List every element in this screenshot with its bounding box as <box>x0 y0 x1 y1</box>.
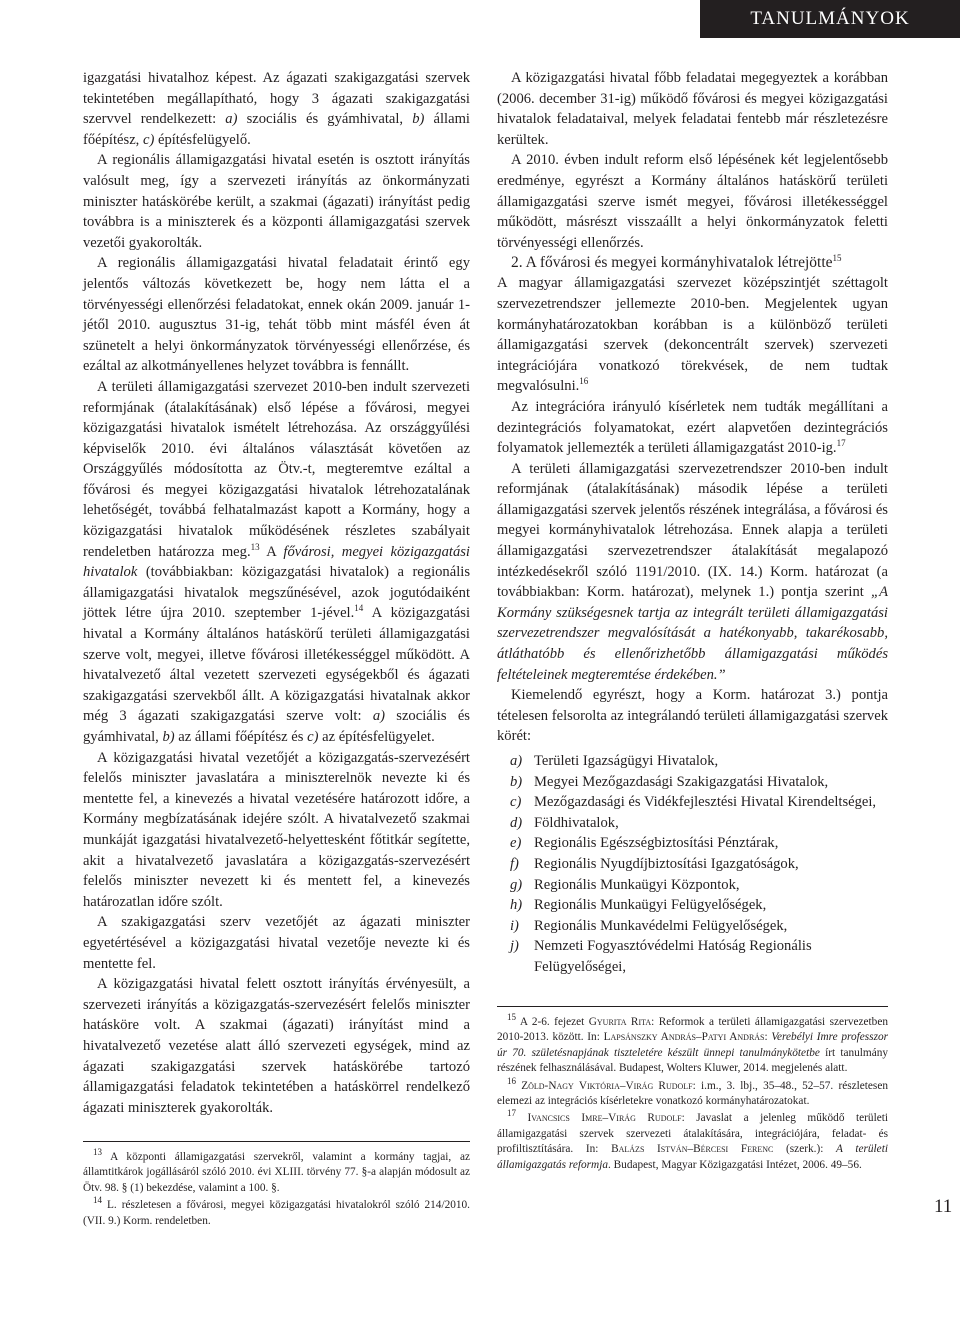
paragraph: A közigazgatási hivatal vezetőjét a közigazgatás-szervezésért felelős miniszter javaslatára a miniszterelnök nevezte ki és mentette fel, a kinevezés a hivatal vezetésére határozott időre, a Kormány megbízatásának idejére szólt. A hivatalvezető szakmai munkáját igazgatási hivatalvezető-helyettesként főtitkár segítette, akit a hivatalvezető javaslatára a közigazgatás-szervezésért felelős miniszter nevezett ki és mentett fel, a kinevezés határozatlan időre szólt. <box>83 749 470 910</box>
list-item: b) Megyei Mezőgazdasági Szakigazgatási Hivatalok, <box>510 773 829 790</box>
paragraph: A regionális államigazgatási hivatal esetén is osztott irányítás valósult meg, így a szervezeti irányítás az önkormányzati miniszter hatáskörébe került, a szakmai (ágazati) irányítást pedig továbbra is a miniszterek és a központi államigazgatási szervek vezetői gyakorolták. <box>83 152 470 251</box>
paragraph: A szakigazgatási szerv vezetőjét az ágazati miniszter egyetértésével a közigazgatási hivatal vezetője nevezte ki és mentette fel. <box>83 914 470 972</box>
paragraph: A magyar államigazgatási szervezet középszintjét széttagolt szervezetrendszer jellemezte 2010-ben. Megjelentek ugyan kormányhatározatokban korábban is a különböző területi államigazgatási szervek (dekoncentrált szervek) szervezeti integrációjára vonatkozó törekvések, de nem tudtak megvalósulni.$^{16}$ <box>497 275 888 395</box>
left-column <box>83 68 470 1118</box>
section-title: TANULMÁNYOK <box>750 8 910 29</box>
footnote-ref[interactable]: 13 <box>250 541 260 552</box>
footnote: $^{15}$ A 2-6. fejezet Gyurita Rita: Reformok a területi államigazgatási szervezetben 2010-2013. között. In: Lapsánszky András–Patyi András: Verebélyi Imre professzor úr 70. születésnapjának tiszteletére készült ünnepi tanulmánykötetbe írt tanulmány részének felhasználásával. Budapest, Wolters Kluwer, 2014. megjelenés alatt. <box>497 1012 889 1075</box>
footnote: $^{16}$ Zöld-Nagy Viktória–Virág Rudolf: i.m., 3. lbj., 35–48., 52–57. részletesen elemezi az integrációs kísérletekre vonatkozó kormányhatározatokat. <box>497 1075 888 1108</box>
paragraph: A területi államigazgatási szervezetrendszer 2010-ben indult reformjának (átalakításának) második lépése a területi államigazgatási szervek jelentős részének integrálása, a fővárosi és megyei kormányhivatalok létrehozása. Ennek alapja a területi államigazgatási szervezetrendszer átalakítását megalapozó intézkedésekről szóló 1191/2010. (IX. 14.) Korm. határozat (a továbbiakban: Korm. határozat), melynek 1.) pontja szerint „A Kormány szükségesnek tartja az integrált területi államigazgatási szervezetrendszer megvalósítását a hatékonyabb, takarékosabb, átláthatóbb és ellenőrizhetőbb államigazgatási működés feltételeinek megteremtése érdekében.” <box>497 460 888 683</box>
list-item: e) Regionális Egészségbiztosítási Pénztárak, <box>510 835 779 852</box>
footnote-ref[interactable]: 17 <box>836 438 846 449</box>
list-item: c) Mezőgazdasági és Vidékfejlesztési Hivatal Kirendeltségei, <box>510 794 877 811</box>
paragraph: Kiemelendő egyrészt, hogy a Korm. határozat 3.) pontja tételesen felsorolta az integrálandó területi államigazgatási szervek körét: <box>497 687 888 745</box>
section-header <box>700 0 960 38</box>
list-item: h) Regionális Munkaügyi Felügyelőségek, <box>510 897 767 914</box>
paragraph: A területi államigazgatási szervezet 2010-ben indult szervezeti reformjának (átalakításának) első lépése a fővárosi, megyei közigazgatási hivatalok ismételt létrehozása. Az országgyűlési képviselők 2010. évi általános választását követően az Országgyűlés módosította az Ötv.-t, megteremtve ezáltal a fővárosi és megyei közigazgatási hivatalok létrehozatalának lehetőségét, továbbá felhatalmazást kapott a Kormány, hogy a közigazgatási hivatalok működésének részletes szabályait rendeletben határozza meg.$^{13}$ A fővárosi, megyei közigazgatási hivatalok (továbbiakban: közigazgatási hivatalok) a regionális államigazgatási hivatalok megszűnésével, azok jogutódaiként jöttek létre újra 2010. szeptember 1-jével.$^{14}$ A közigazgatási hivatal a Kormány általános hatáskörű területi államigazgatási szerve volt, megyei, illetve fővárosi illetékességgel működött. A hivatalvezető által vezetett szervezeti egységekből és ágazati szakigazgatási szervekből állt. A közigazgatási hivatalnak akkor még 3 ágazati szakigazgatási szerve volt: a) szociális és gyámhivatal, b) az állami főépítész és c) az építésfelügyelet. <box>83 378 470 745</box>
page-number: 11 <box>934 1196 953 1217</box>
footnote: $^{14}$ L. részletesen a fővárosi, megyei közigazgatási hivatalokról szóló 214/2010. (VII. 9.) Korm. rendeletben. <box>83 1195 471 1227</box>
paragraph: igazgatási hivatalhoz képest. Az ágazati szakigazgatási szervek tekintetében megállapítható, hogy 3 ágazati szakigazgatási szervvel rendelkezett: a) szociális és gyámhivatal, b) állami főépítész, c) építésfelügyelő. <box>83 70 470 148</box>
footnote: $^{13}$ A központi államigazgatási szervekről, valamint a kormány tagjai, az államtitkárok jogállásáról szóló 2010. évi XLIII. törvény 77. §-a alapján módosult az Ötv. 98. § (1) bekezdése, valamint a 100. §. <box>83 1147 471 1194</box>
section-heading: 2. A fővárosi és megyei kormányhivatalok létrejötte$^{15}$ <box>511 253 842 272</box>
paragraph: A közigazgatási hivatal felett osztott irányítás érvényesült, a szervezeti irányítás a közigazgatás-szervezésért felelős miniszter hatásköre volt. A szakmai (ágazati) irányítást mind a hivatalvezető vezetése alatt álló szervezeti egységek, mind az ágazati szakigazgatási szervek hatáskörébe tartozó államigazgatási feladatok tekintetében a hatáskörrel rendelkező ágazati miniszterek gyakorolták. <box>83 976 470 1116</box>
list-item: j) Nemzeti Fogyasztóvédelmi Hatóság Regionális Felügyelőségei, <box>510 938 812 975</box>
footnotes-left <box>83 1141 470 1231</box>
paragraph: A 2010. évben indult reform első lépésének két legjelentősebb eredménye, egyrészt a Kormány általános hatáskörű területi államigazgatási szerve ismét megyei, fővárosi illetékességgel működött, másrészt visszaállt a helyi önkormányzatok feletti törvényességi ellenőrzés. <box>497 152 888 251</box>
paragraph: A közigazgatási hivatal főbb feladatai megegyeztek a korábban (2006. december 31-ig) működő fővárosi és megyei közigazgatási hivatalok feladataival, melyek feladatai fentebb már részletezésre kerültek. <box>497 70 888 148</box>
right-column <box>497 68 888 978</box>
list-item: i) Regionális Munkavédelmi Felügyelőségek, <box>510 917 788 934</box>
footnote-ref[interactable]: 15 <box>832 253 842 264</box>
list-item: a) Területi Igazságügyi Hivatalok, <box>510 753 719 769</box>
footnotes-right <box>497 1006 888 1175</box>
list-item: g) Regionális Munkaügyi Központok, <box>510 876 740 893</box>
list-item: d) Földhivatalok, <box>510 814 619 831</box>
footnote: $^{17}$ Ivancsics Imre–Virág Rudolf: Javaslat a jelenleg működő területi államigazgatási szervek szervezeti átalakítására, integrációjára, feladat- és profiltisztítására. In: Balázs István–Bércesi Ferenc (szerk.): A területi államigazgatás reformja. Budapest, Magyar Közigazgatási Intézet, 2006. 49–56. <box>497 1108 888 1171</box>
list-item: f) Regionális Nyugdíjbiztosítási Igazgatóságok, <box>510 855 799 872</box>
paragraph: Az integrációra irányuló kísérletek nem tudták megállítani a dezintegrációs folyamatokat, ezért alapvetően dezintegrációs folyamatok jellemezték a területi államigazgatást 2010-ig.$^{17}$ <box>497 398 888 457</box>
footnote-ref[interactable]: 14 <box>354 603 364 614</box>
agency-list <box>497 751 888 978</box>
paragraph: A regionális államigazgatási hivatal feladatait érintő egy jelentős változás következett be, hogy nem látta el a törvényességi ellenőrzési feladatokat, ennek okán 2009. január 1-jétől 2010. augusztus 31-ig, tehát több mint másfél éven át szünetelt a helyi önkormányzatok törvényességi ellenőrzése, és ezáltal az alkotmányellenes helyzet továbbra is fennállt. <box>83 255 470 375</box>
footnote-ref[interactable]: 16 <box>579 376 589 387</box>
